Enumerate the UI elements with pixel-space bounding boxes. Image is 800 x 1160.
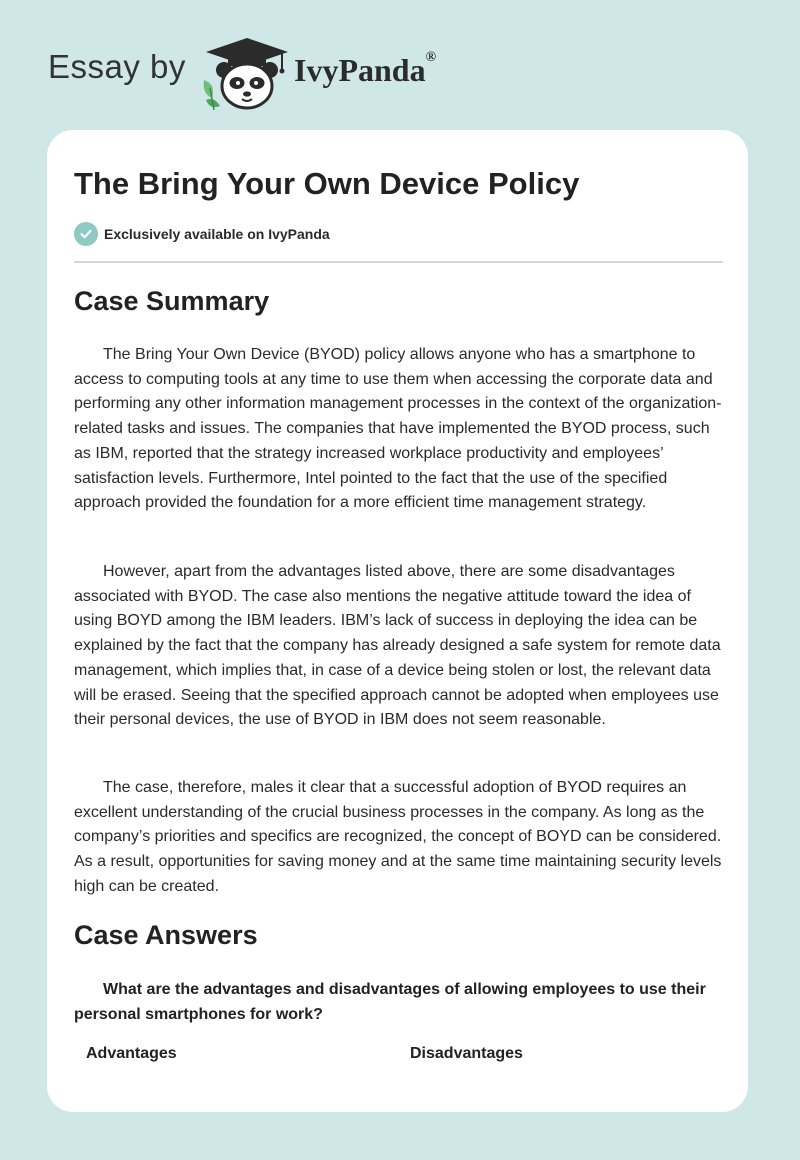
case-summary-heading: Case Summary: [74, 286, 270, 316]
advantages-column-header: Advantages: [86, 1045, 177, 1062]
case-answers-heading: Case Answers: [74, 920, 258, 950]
question-text: What are the advantages and disadvantages of allowing employees to use their personal smartphones for work?: [74, 981, 706, 1023]
exclusive-badge: [74, 222, 330, 246]
summary-paragraph: However, apart from the advantages listed above, there are some disadvantages associated with BYOD. The case also mentions the negative attitude toward the idea of using BOYD among the IBM leaders. IBM’s lack of success in deploying the idea can be explained by the fact that the company has already designed a safe system for remote data management, which implies that, in case of a device being stolen or lost, the relevant data will be erased. Seeing that the specified approach cannot be adopted when employees use their personal devices, the use of BYOD in IBM does not seem reasonable.: [74, 563, 721, 729]
disadvantages-column-header: Disadvantages: [410, 1045, 523, 1062]
brand-name[interactable]: IvyPanda®: [294, 50, 437, 88]
summary-paragraph: The Bring Your Own Device (BYOD) policy allows anyone who has a smartphone to access to computing tools at any time to use them when accessing the corporate data and performing any other information management processes in the context of the organization-related tasks and issues. The companies that have implemented the BYOD process, such as IBM, reported that the strategy increased workplace productivity and employees’ satisfaction levels. Furthermore, Intel pointed to the fact that the use of the specified approach provided the foundation for a more efficient time management strategy.: [74, 346, 722, 512]
registered-mark: ®: [425, 50, 437, 65]
essay-by-label: Essay by: [48, 48, 186, 85]
divider: [74, 261, 723, 263]
panda-graduate-icon[interactable]: [202, 36, 292, 112]
article-card: [47, 130, 748, 1112]
summary-paragraph: The case, therefore, males it clear that a successful adoption of BYOD requires an excellent understanding of the crucial business processes in the company. As long as the company’s priorities and specifics are recognized, the concept of BOYD can be considered. As a result, opportunities for saving money and at the same time maintaining security levels high can be created.: [74, 779, 722, 895]
page-title: The Bring Your Own Device Policy: [74, 166, 580, 201]
badge-label: Exclusively available on IvyPanda: [104, 226, 330, 242]
check-circle-icon: [74, 222, 98, 246]
site-header: [48, 34, 548, 114]
